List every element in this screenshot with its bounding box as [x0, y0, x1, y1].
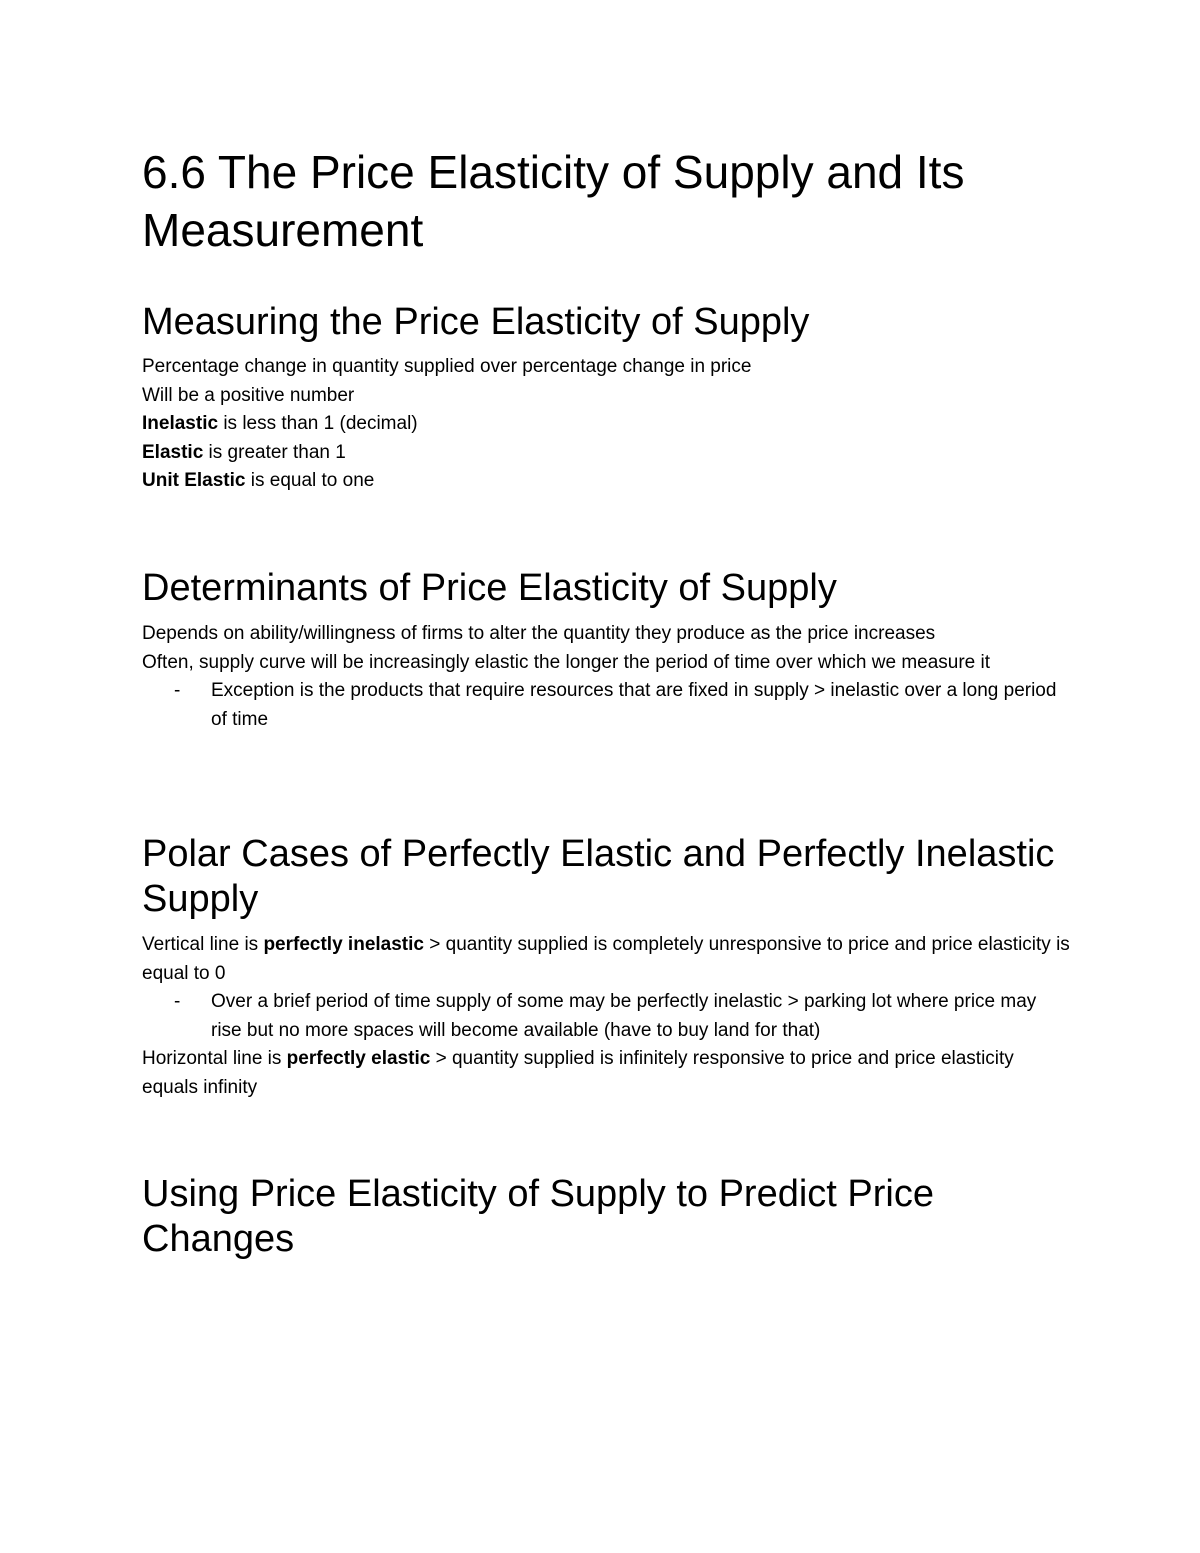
body-paragraph: Vertical line is perfectly inelastic > quantity supplied is completely unresponsive to price and price elasticity is equal to 0 [142, 934, 1070, 984]
bullet-dash: - [174, 680, 181, 702]
body-paragraph: Often, supply curve will be increasingly elastic the longer the period of time over which we measure it [142, 651, 991, 673]
body-line: Percentage change in quantity supplied over percentage change in price [142, 356, 752, 377]
body-line-elastic: Elastic is greater than 1 [142, 441, 346, 463]
section-heading-polar-cases: Polar Cases of Perfectly Elastic and Perfectly Inelastic Supply [142, 833, 1055, 920]
term-unit-elastic: Unit Elastic [142, 470, 246, 492]
body-paragraph: Horizontal line is perfectly elastic > quantity supplied is infinitely responsive to price and price elasticity equals infinity [142, 1048, 1014, 1098]
list-item-text: Over a brief period of time supply of some may be perfectly inelastic > parking lot where price may rise but no more spaces will become available (have to buy land for that) [211, 991, 1037, 1041]
list-item-text: Exception is the products that require resources that are fixed in supply > inelastic over a long period of time [211, 680, 1057, 730]
section-body-determinants [142, 620, 1072, 734]
body-line: Will be a positive number [142, 384, 355, 406]
section-heading-predict-price: Using Price Elasticity of Supply to Predict Price Changes [142, 1173, 934, 1260]
bullet-dash: - [174, 991, 181, 1013]
term-elastic: Elastic [142, 441, 204, 463]
term-inelastic: Inelastic [142, 413, 219, 435]
body-line: Depends on ability/willingness of firms to alter the quantity they produce as the price increases [142, 623, 936, 644]
section-heading-measuring: Measuring the Price Elasticity of Supply [142, 301, 810, 343]
section-heading-determinants: Determinants of Price Elasticity of Supply [142, 567, 837, 609]
term-perfectly-elastic: perfectly elastic [286, 1048, 431, 1070]
section-body-polar-cases [142, 931, 1072, 1103]
list-item [142, 988, 1072, 1045]
term-perfectly-inelastic: perfectly inelastic [263, 934, 424, 955]
body-line-inelastic: Inelastic is less than 1 (decimal) [142, 413, 418, 435]
list-item [142, 677, 1072, 734]
section-body-measuring [142, 353, 1072, 496]
document-title: 6.6 The Price Elasticity of Supply and Its Measurement [142, 146, 965, 256]
body-line-unit-elastic: Unit Elastic is equal to one [142, 470, 375, 492]
